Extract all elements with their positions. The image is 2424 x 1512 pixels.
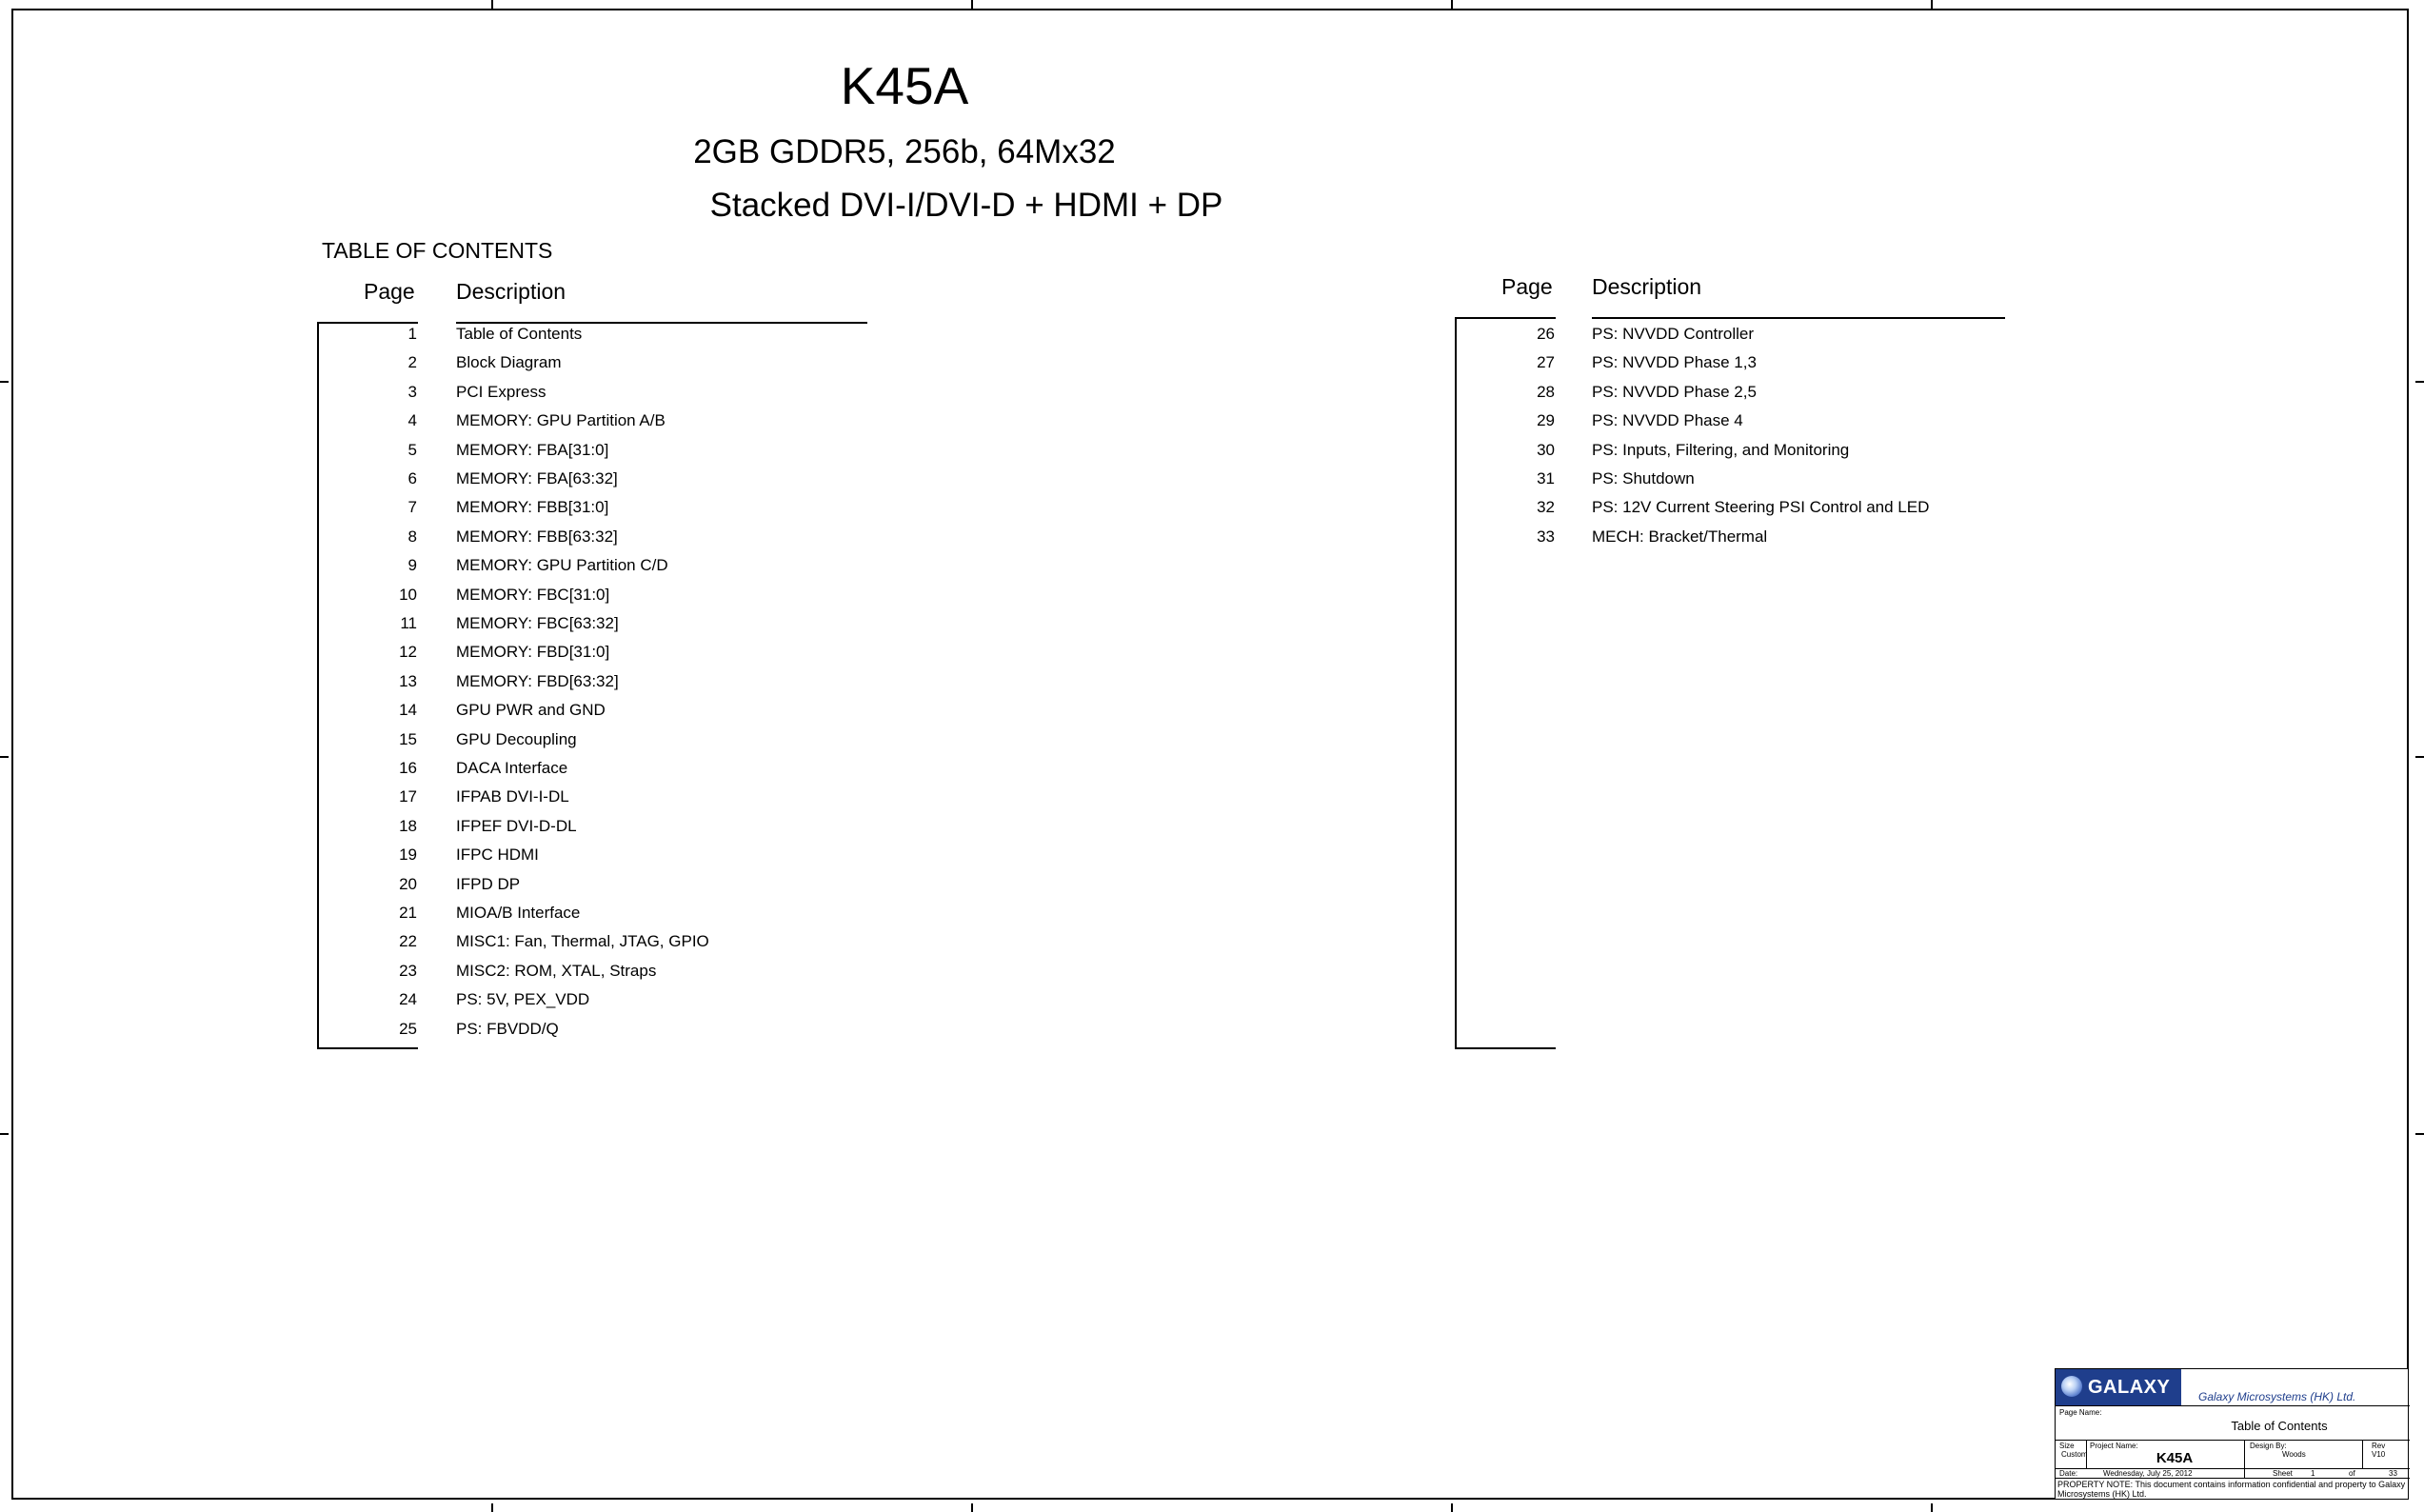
subtitle-outputs: Stacked DVI-I/DVI-D + HDMI + DP xyxy=(709,187,1223,224)
sheet-label: Sheet xyxy=(2273,1469,2293,1478)
border-tick xyxy=(1931,1503,1933,1512)
toc-page-number: 22 xyxy=(399,932,417,951)
toc-right-rule xyxy=(1592,317,2005,319)
border-tick xyxy=(491,1503,493,1512)
toc-page-number: 2 xyxy=(407,353,417,372)
toc-page-number: 26 xyxy=(1537,325,1555,343)
toc-page-number: 25 xyxy=(399,1019,417,1038)
toc-page-number: 21 xyxy=(399,904,417,922)
toc-description: PCI Express xyxy=(456,382,546,401)
toc-description: MEMORY: FBA[31:0] xyxy=(456,440,609,459)
border-tick xyxy=(1451,0,1453,9)
company-name: Galaxy Microsystems (HK) Ltd. xyxy=(2198,1390,2356,1403)
border-tick xyxy=(491,0,493,9)
sheet-value: 1 xyxy=(2311,1469,2315,1478)
toc-description: IFPEF DVI-D-DL xyxy=(456,816,577,835)
of-label: of xyxy=(2349,1469,2355,1478)
toc-description: GPU Decoupling xyxy=(456,729,577,748)
galaxy-swirl-icon xyxy=(2061,1376,2082,1397)
toc-page-number: 6 xyxy=(407,469,417,487)
title-block xyxy=(2055,1368,2409,1500)
toc-description: PS: NVVDD Phase 4 xyxy=(1592,411,1743,430)
size-label: Size xyxy=(2059,1442,2075,1450)
toc-page-number: 10 xyxy=(399,585,417,604)
page-name-label: Page Name: xyxy=(2059,1408,2102,1417)
border-tick xyxy=(1931,0,1933,9)
toc-description: PS: Inputs, Filtering, and Monitoring xyxy=(1592,440,1850,459)
toc-description: MISC2: ROM, XTAL, Straps xyxy=(456,961,657,980)
toc-description: MEMORY: FBA[63:32] xyxy=(456,469,618,487)
toc-page-number: 29 xyxy=(1537,411,1555,430)
toc-page-number: 14 xyxy=(399,701,417,720)
galaxy-logo xyxy=(2056,1369,2181,1405)
date-label: Date: xyxy=(2059,1469,2078,1478)
border-tick xyxy=(1451,1503,1453,1512)
toc-description: MECH: Bracket/Thermal xyxy=(1592,527,1768,546)
toc-page-number: 5 xyxy=(407,440,417,459)
toc-heading: TABLE OF CONTENTS xyxy=(322,238,553,263)
toc-description: MEMORY: FBB[63:32] xyxy=(456,527,618,546)
project-name: K45A xyxy=(2156,1450,2194,1466)
toc-description: MEMORY: FBD[31:0] xyxy=(456,643,610,662)
toc-description: MEMORY: FBC[63:32] xyxy=(456,614,619,632)
toc-description: PS: FBVDD/Q xyxy=(456,1019,559,1038)
page-name: Table of Contents xyxy=(2231,1419,2328,1433)
toc-description: MEMORY: FBC[31:0] xyxy=(456,585,610,604)
toc-page-number: 27 xyxy=(1537,353,1555,372)
toc-description: Table of Contents xyxy=(456,325,583,343)
toc-page-number: 4 xyxy=(407,411,417,430)
toc-description: IFPD DP xyxy=(456,874,521,893)
toc-page-number: 3 xyxy=(407,382,417,401)
date-value: Wednesday, July 25, 2012 xyxy=(2103,1469,2193,1478)
border-tick xyxy=(0,1133,9,1135)
toc-page-number: 16 xyxy=(399,759,417,777)
toc-page-number: 20 xyxy=(399,874,417,893)
project-label: Project Name: xyxy=(2090,1442,2138,1450)
toc-page-number: 19 xyxy=(399,846,417,865)
toc-description: PS: 12V Current Steering PSI Control and LED xyxy=(1592,498,1930,517)
tb-divider xyxy=(2056,1405,2410,1406)
toc-page-number: 32 xyxy=(1537,498,1555,517)
toc-page-number: 23 xyxy=(399,961,417,980)
size-value: Custom xyxy=(2061,1450,2088,1459)
tb-divider xyxy=(2244,1468,2245,1478)
toc-description: PS: NVVDD Phase 1,3 xyxy=(1592,353,1757,372)
document-title: K45A xyxy=(840,56,969,115)
left-description-header: Description xyxy=(456,279,566,304)
toc-page-number: 1 xyxy=(407,325,417,343)
toc-description: DACA Interface xyxy=(456,759,568,777)
toc-page-number: 30 xyxy=(1537,440,1555,459)
border-tick xyxy=(971,1503,973,1512)
design-label: Design By: xyxy=(2250,1442,2287,1450)
toc-page-number: 9 xyxy=(407,556,417,575)
tb-divider xyxy=(2244,1440,2245,1468)
toc-description: PS: NVVDD Controller xyxy=(1592,325,1755,343)
design-value: Woods xyxy=(2282,1450,2306,1459)
tb-divider xyxy=(2056,1478,2410,1479)
right-description-header: Description xyxy=(1592,274,1702,299)
toc-page-number: 7 xyxy=(407,498,417,517)
tb-divider xyxy=(2056,1440,2410,1441)
left-page-header: Page xyxy=(364,279,415,304)
toc-page-number: 15 xyxy=(399,729,417,748)
rev-label: Rev xyxy=(2372,1442,2386,1450)
toc-page-number: 18 xyxy=(399,816,417,835)
toc-description: MISC1: Fan, Thermal, JTAG, GPIO xyxy=(456,932,709,951)
toc-description: IFPAB DVI-I-DL xyxy=(456,787,569,806)
toc-description: IFPC HDMI xyxy=(456,846,539,865)
logo-text: GALAXY xyxy=(2088,1377,2171,1398)
toc-description: MIOA/B Interface xyxy=(456,904,581,922)
toc-description: MEMORY: FBD[63:32] xyxy=(456,671,619,690)
toc-page-number: 31 xyxy=(1537,469,1555,487)
toc-page-number: 33 xyxy=(1537,527,1555,546)
toc-page-number: 12 xyxy=(399,643,417,662)
toc-description: MEMORY: GPU Partition C/D xyxy=(456,556,668,575)
toc-description: PS: Shutdown xyxy=(1592,469,1695,487)
rev-value: V10 xyxy=(2372,1450,2386,1459)
toc-page-number: 13 xyxy=(399,671,417,690)
right-page-header: Page xyxy=(1501,274,1553,299)
border-tick xyxy=(971,0,973,9)
toc-page-number: 17 xyxy=(399,787,417,806)
toc-page-number: 28 xyxy=(1537,382,1555,401)
border-tick xyxy=(2415,381,2424,383)
border-tick xyxy=(2415,1133,2424,1135)
border-tick xyxy=(0,381,9,383)
border-tick xyxy=(0,756,9,758)
toc-description: PS: 5V, PEX_VDD xyxy=(456,990,590,1009)
toc-description: GPU PWR and GND xyxy=(456,701,606,720)
toc-page-number: 24 xyxy=(399,990,417,1009)
toc-page-number: 8 xyxy=(407,527,417,546)
toc-description: Block Diagram xyxy=(456,353,562,372)
border-tick xyxy=(2415,756,2424,758)
tb-divider xyxy=(2362,1440,2363,1468)
toc-page-number: 11 xyxy=(400,614,417,632)
property-note: PROPERTY NOTE: This document contains information confidential and property to Galaxy Microsystems (HK) Ltd. xyxy=(2057,1480,2406,1499)
toc-description: MEMORY: GPU Partition A/B xyxy=(456,411,666,430)
subtitle-memory: 2GB GDDR5, 256b, 64Mx32 xyxy=(693,133,1116,170)
total-sheets: 33 xyxy=(2389,1469,2397,1478)
toc-description: PS: NVVDD Phase 2,5 xyxy=(1592,382,1757,401)
toc-description: MEMORY: FBB[31:0] xyxy=(456,498,609,517)
